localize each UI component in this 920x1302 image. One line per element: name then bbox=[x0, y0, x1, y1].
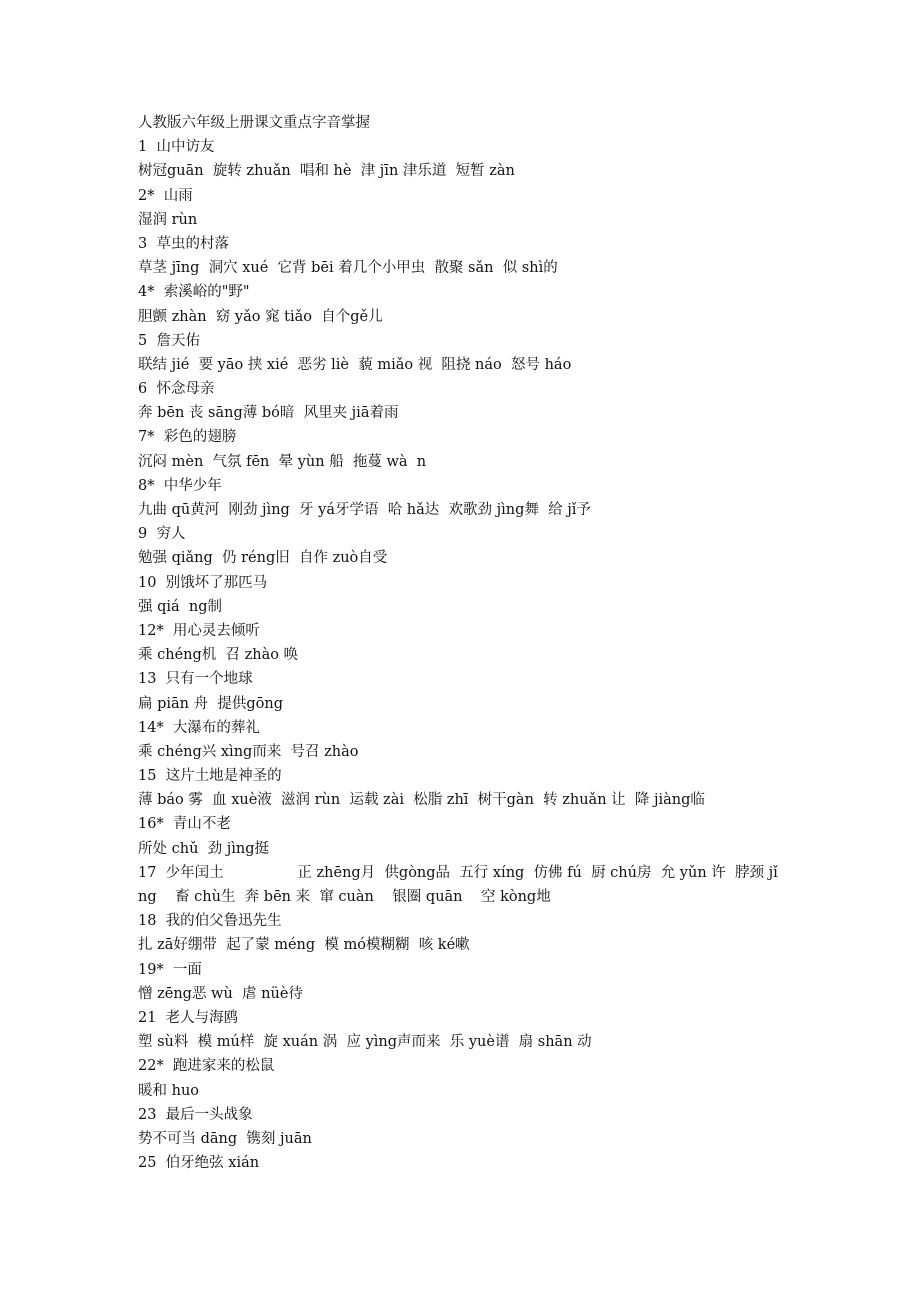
lesson-heading: 19* 一面 bbox=[138, 961, 202, 978]
pronunciation-line: 勉强 qiǎng 仍 réng旧 自作 zuò自受 bbox=[138, 550, 388, 567]
pronunciation-line: 强 qiá ng制 bbox=[138, 598, 223, 615]
pronunciation-line: 扎 zā好绷带 起了蒙 méng 模 mó模糊糊 咳 ké嗽 bbox=[138, 937, 470, 954]
pronunciation-line: 奔 bēn 丧 sāng薄 bó暗 风里夹 jiā着雨 bbox=[138, 405, 399, 422]
pronunciation-line: 所处 chǔ 劲 jìng挺 bbox=[138, 840, 269, 857]
lesson-heading: 10 别饿坏了那匹马 bbox=[138, 574, 268, 591]
pronunciation-line: 树冠guān 旋转 zhuǎn 唱和 hè 津 jīn 津乐道 短暂 zàn bbox=[138, 163, 515, 180]
pronunciation-line: 草茎 jīng 洞穴 xué 它背 bēi 着几个小甲虫 散聚 sǎn 似 shì的 bbox=[138, 260, 558, 277]
lesson-heading: 7* 彩色的翅膀 bbox=[138, 429, 237, 446]
pronunciation-line: 势不可当 dāng 镌刻 juān bbox=[138, 1130, 312, 1147]
pronunciation-line: 塑 sù料 模 mú样 旋 xuán 涡 应 yìng声而来 乐 yuè谱 扇 shān 动 bbox=[138, 1034, 592, 1051]
pronunciation-line: 暖和 huo bbox=[138, 1082, 200, 1099]
lesson-heading-with-pronunciation: 17 少年闰土 正 zhēng月 供gòng品 五行 xíng 仿佛 fú 厨 chú房 允 yǔn 许 脖颈 jǐ bbox=[138, 864, 778, 881]
pronunciation-line: 薄 báo 雾 血 xuè液 滋润 rùn 运载 zài 松脂 zhī 树干gàn 转 zhuǎn 让 降 jiàng临 bbox=[138, 792, 705, 809]
lesson-heading: 6 怀念母亲 bbox=[138, 381, 215, 398]
lesson-heading: 8* 中华少年 bbox=[138, 477, 222, 494]
lesson-heading: 22* 跑进家来的松鼠 bbox=[138, 1058, 275, 1075]
lesson-heading: 23 最后一头战象 bbox=[138, 1106, 253, 1123]
lesson-heading: 16* 青山不老 bbox=[138, 816, 231, 833]
pronunciation-line: 九曲 qū黄河 刚劲 jìng 牙 yá牙学语 哈 hǎ达 欢歌劲 jìng舞 给 jǐ予 bbox=[138, 502, 591, 518]
pronunciation-line: ng 畜 chù生 奔 bēn 来 窜 cuàn 银圈 quān 空 kòng地 bbox=[138, 889, 551, 905]
lesson-heading: 18 我的伯父鲁迅先生 bbox=[138, 913, 282, 930]
pronunciation-line: 胆颤 zhàn 窈 yǎo 窕 tiǎo 自个gě儿 bbox=[138, 308, 383, 325]
pronunciation-line: 沉闷 mèn 气氛 fēn 晕 yùn 船 拖蔓 wà n bbox=[138, 453, 427, 470]
pronunciation-line: 乘 chéng兴 xìng而来 号召 zhào bbox=[138, 743, 359, 760]
lesson-heading: 5 詹天佑 bbox=[138, 332, 200, 349]
document-title: 人教版六年级上册课文重点字音掌握 bbox=[138, 115, 370, 131]
pronunciation-line: 扁 piān 舟 提供gōng bbox=[138, 695, 283, 712]
lesson-heading: 12* 用心灵去倾听 bbox=[138, 622, 260, 639]
lesson-heading: 4* 索溪峪的"野" bbox=[138, 284, 250, 301]
lesson-heading: 25 伯牙绝弦 xián bbox=[138, 1155, 260, 1172]
document-body bbox=[138, 111, 798, 1175]
pronunciation-line: 联结 jié 要 yāo 挟 xié 恶劣 liè 藐 miǎo 视 阻挠 náo 怒号 háo bbox=[138, 356, 572, 373]
lesson-heading: 14* 大瀑布的葬礼 bbox=[138, 719, 260, 736]
lesson-heading: 13 只有一个地球 bbox=[138, 671, 253, 688]
lesson-heading: 9 穷人 bbox=[138, 526, 186, 543]
pronunciation-line: 湿润 rùn bbox=[138, 211, 198, 228]
lesson-heading: 21 老人与海鸥 bbox=[138, 1009, 239, 1026]
pronunciation-line: 憎 zēng恶 wù 虐 nüè待 bbox=[138, 985, 303, 1002]
lesson-heading: 2* 山雨 bbox=[138, 187, 193, 204]
lesson-heading: 15 这片土地是神圣的 bbox=[138, 768, 282, 785]
lesson-heading: 1 山中访友 bbox=[138, 139, 215, 156]
pronunciation-line: 乘 chéng机 召 zhào 唤 bbox=[138, 647, 299, 664]
lesson-heading: 3 草虫的村落 bbox=[138, 235, 229, 252]
